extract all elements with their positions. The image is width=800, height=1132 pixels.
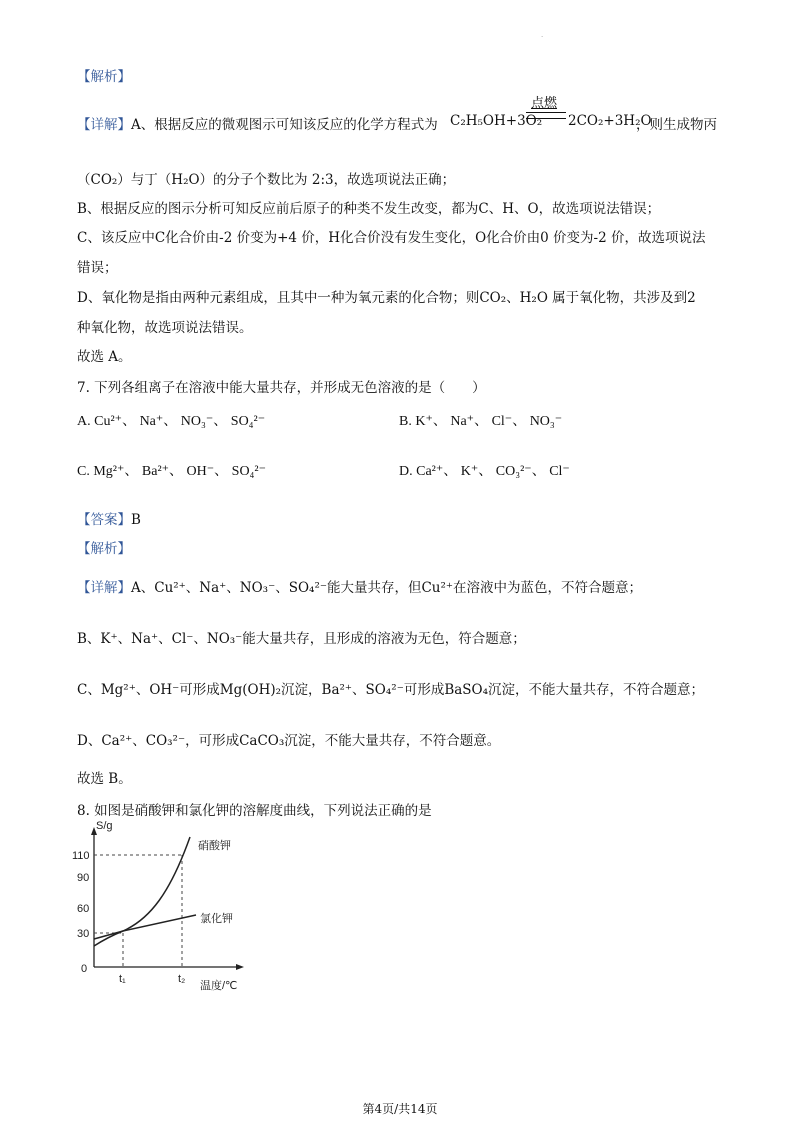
q7-option-a-ion-2: Na⁺ (139, 414, 164, 429)
solubility-graph (60, 815, 280, 995)
q7-option-c-ion-4: SO₄²⁻ (231, 464, 267, 479)
q7-detail-a-text: A、Cu²⁺、Na⁺、NO₃⁻、SO₄²⁻能大量共存，但Cu²⁺在溶液中为蓝色，不符合题意； (131, 580, 643, 596)
q7-option-b-ion-1: K⁺ (415, 414, 433, 429)
q6-detail-line5: 错误； (77, 260, 118, 276)
x-tick-t1: t₁ (119, 973, 126, 985)
q7-option-d-label: D. (399, 464, 413, 479)
q7-option-d-ion-4: Cl⁻ (549, 464, 570, 479)
q7-option-d-ion-1: Ca²⁺ (416, 464, 444, 479)
q7-analysis-label: 【解析】 (77, 541, 131, 557)
q8-stem: 8. 如图是硝酸钾和氯化钾的溶解度曲线，下列说法正确的是 (77, 803, 432, 819)
y-tick-30: 30 (77, 928, 90, 940)
q7-option-b-ion-3: Cl⁻ (491, 414, 513, 429)
q7-option-d: D. Ca²⁺、 K⁺、 CO₃²⁻、 Cl⁻ (399, 464, 570, 479)
y-tick-110: 110 (72, 850, 90, 862)
q7-answer (77, 508, 141, 528)
q7-option-d-ion-3: CO₃²⁻ (495, 464, 532, 479)
x-axis-label: 温度/℃ (200, 980, 238, 992)
q6-detail-line7: 种氧化物，故选项说法错误。 (77, 320, 253, 336)
q7-option-a: A. Cu²⁺、 Na⁺、 NO₃⁻、 SO₄²⁻ (77, 414, 266, 429)
y-tick-60: 60 (77, 903, 90, 915)
q7-option-c-ion-2: Ba²⁺ (141, 464, 170, 479)
x-axis-arrow (236, 964, 244, 970)
q7-conclusion: 故选 B。 (77, 771, 132, 787)
q7-answer-label: 【答案】 (77, 512, 131, 528)
q6-equation-reactants: C₂H₅OH+3O₂ (450, 113, 543, 129)
q7-option-b-ion-4: NO₃⁻ (529, 414, 563, 429)
q7-option-c-ion-1: Mg²⁺ (93, 464, 125, 479)
y-tick-90: 90 (77, 872, 90, 884)
q6-detail-line1 (77, 113, 438, 133)
y-tick-0: 0 (81, 963, 88, 975)
q6-equation-condition: 点燃 (531, 96, 558, 111)
q6-equation-tail: ，则生成物丙 (636, 117, 717, 133)
q7-option-c-label: C. (77, 464, 90, 479)
y-axis-label: S/g (96, 820, 113, 832)
q7-option-c: C. Mg²⁺、 Ba²⁺、 OH⁻、 SO₄²⁻ (77, 464, 267, 479)
q6-equation-products: 2CO₂+3H₂O (568, 113, 652, 129)
q7-option-b-label: B. (399, 414, 412, 429)
q7-stem: 7. 下列各组离子在溶液中能大量共存，并形成无色溶液的是（ ） (77, 380, 486, 396)
q7-option-a-ion-4: SO₄²⁻ (230, 414, 266, 429)
q7-detail-b: B、K⁺、Na⁺、Cl⁻、NO₃⁻能大量共存，且形成的溶液为无色，符合题意； (77, 631, 526, 647)
q6-detail-line4: C、该反应中C化合价由-2 价变为+4 价，H化合价没有发生变化，O化合价由0 价变为-2 价，故选项说法 (77, 230, 706, 246)
q6-analysis-label: 【解析】 (77, 69, 131, 85)
q7-detail-c: C、Mg²⁺、OH⁻可形成Mg(OH)₂沉淀，Ba²⁺、SO₄²⁻可形成BaSO₄沉淀，不能大量共存，不符合题意； (77, 682, 705, 698)
page-mark: . (541, 30, 544, 39)
q6-detail-line2: （CO₂）与丁（H₂O）的分子个数比为 2:3，故选项说法正确； (77, 172, 456, 188)
q7-detail-d: D、Ca²⁺、CO₃²⁻，可形成CaCO₃沉淀，不能大量共存，不符合题意。 (77, 733, 501, 749)
q7-option-a-label: A. (77, 414, 91, 429)
q6-answer-line: 故选 A。 (77, 349, 132, 365)
q7-option-b: B. K⁺、 Na⁺、 Cl⁻、 NO₃⁻ (399, 414, 563, 429)
q6-detail-line1-text: A、根据反应的微观图示可知该反应的化学方程式为 (131, 117, 438, 133)
q7-option-a-ion-1: Cu²⁺ (94, 414, 123, 429)
q7-detail-a (77, 576, 642, 596)
q7-option-d-ion-2: K⁺ (460, 464, 479, 479)
q7-option-a-ion-3: NO₃⁻ (180, 414, 214, 429)
x-tick-t2: t₂ (178, 973, 186, 985)
kno3-label: 硝酸钾 (198, 840, 231, 852)
q7-answer-value: B (131, 512, 141, 528)
q7-option-b-ion-2: Na⁺ (450, 414, 475, 429)
q6-detail-line3: B、根据反应的图示分析可知反应前后原子的种类不发生改变，都为C、H、O，故选项说法错误； (77, 201, 661, 217)
q7-detail-label: 【详解】 (77, 580, 131, 596)
q6-equation-arrow (526, 112, 566, 119)
q7-option-c-ion-3: OH⁻ (186, 464, 215, 479)
q6-detail-line6: D、氧化物是指由两种元素组成，且其中一种为氧元素的化合物；则CO₂、H₂O 属于氧化物，共涉及到2 (77, 290, 696, 306)
page-footer: 第4页/共14页 (362, 1102, 438, 1116)
kcl-curve (94, 915, 196, 939)
kno3-curve (94, 837, 190, 946)
q6-detail-label: 【详解】 (77, 117, 131, 133)
kcl-label: 氯化钾 (200, 913, 233, 925)
